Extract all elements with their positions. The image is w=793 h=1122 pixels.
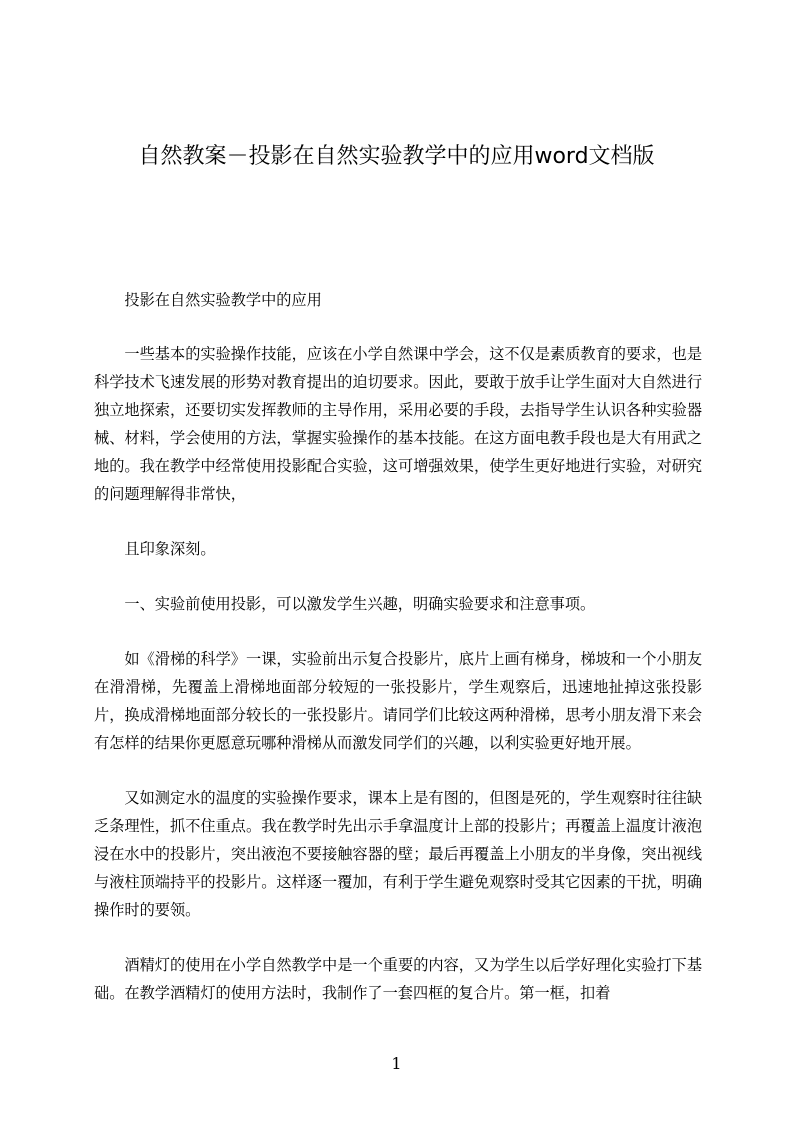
paragraph-alcohol-lamp: 酒精灯的使用在小学自然教学中是一个重要的内容，又为学生以后学好理化实验打下基础。在教学酒精灯的使用方法时，我制作了一套四框的复合片。第一框，扣着 [94,956,702,1002]
section-subtitle: 投影在自然实验教学中的应用 [124,291,322,309]
document-body [94,286,702,1034]
paragraph-continuation: 且印象深刻。 [124,540,216,558]
paragraph-thermometer-example: 又如测定水的温度的实验操作要求，课本上是有图的，但图是死的，学生观察时往往缺乏条理性，抓不住重点。我在教学时先出示手拿温度计上部的投影片；再覆盖上温度计液泡浸在水中的投影片，突出液泡不要接触容器的壁；最后再覆盖上小朋友的半身像，突出视线与液柱顶端持平的投影片。这样逐一覆加，有利于学生避免观察时受其它因素的干扰，明确操作时的要领。 [94,789,702,919]
page-number: 1 [391,1054,402,1073]
paragraph-intro: 一些基本的实验操作技能，应该在小学自然课中学会，这不仅是素质教育的要求，也是科学技术飞速发展的形势对教育提出的迫切要求。因此，要敢于放手让学生面对大自然进行独立地探索，还要切实发挥教师的主导作用，采用必要的手段，去指导学生认识各种实验器械、材料，学会使用的方法，掌握实验操作的基本技能。在这方面电教手段也是大有用武之地的。我在教学中经常使用投影配合实验，这可增强效果，使学生更好地进行实验，对研究的问题理解得非常快， [94,345,702,503]
paragraph-slide-example: 如《滑梯的科学》一课，实验前出示复合投影片，底片上画有梯身，梯坡和一个小朋友在滑滑梯，先覆盖上滑梯地面部分较短的一张投影片，学生观察后，迅速地扯掉这张投影片，换成滑梯地面部分较长的一张投影片。请同学们比较这两种滑梯，思考小朋友滑下来会有怎样的结果你更愿意玩哪种滑梯从而激发同学们的兴趣，以利实验更好地开展。 [94,650,702,752]
section-heading-1: 一、实验前使用投影，可以激发学生兴趣，明确实验要求和注意事项。 [124,595,596,613]
document-title: 自然教案－投影在自然实验教学中的应用word文档版 [138,144,655,169]
